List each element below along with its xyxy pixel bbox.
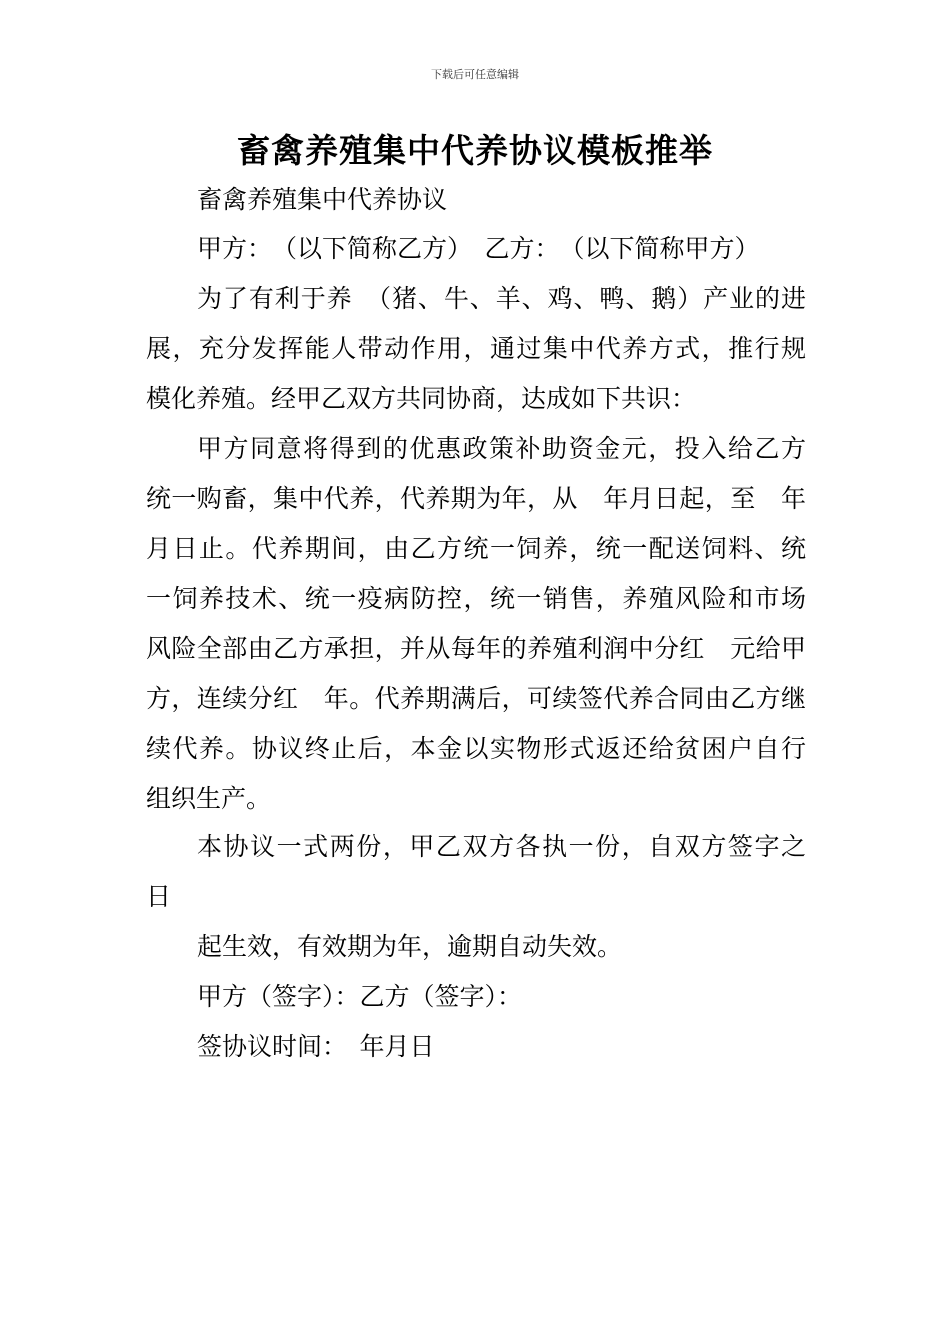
body-line: 月日止。代养期间，由乙方统一饲养，统一配送饲料、统 <box>146 534 806 563</box>
agreement-subtitle: 畜禽养殖集中代养协议 <box>197 185 448 214</box>
body-line: 本协议一式两份，甲乙双方各执一份，自双方签字之 <box>197 832 806 861</box>
body-line: 统一购畜，集中代养，代养期为年，从 年月日起，至 年 <box>146 484 806 513</box>
body-line: 续代养。协议终止后，本金以实物形式返还给贫困户自行 <box>146 734 806 763</box>
body-line: 方，连续分红 年。代养期满后，可续签代养合同由乙方继 <box>146 684 806 713</box>
body-line: 日 <box>146 882 172 911</box>
signature-line: 甲方（签字）：乙方（签字）： <box>197 982 523 1011</box>
document-title: 畜禽养殖集中代养协议模板推举 <box>237 131 713 170</box>
body-line: 模化养殖。经甲乙双方共同协商，达成如下共识： <box>146 384 697 413</box>
body-line: 一饲养技术、统一疫病防控，统一销售，养殖风险和市场 <box>146 584 806 613</box>
body-line: 甲方同意将得到的优惠政策补助资金元，投入给乙方 <box>197 434 806 463</box>
body-line: 为了有利于养 （猪、牛、羊、鸡、鸭、鹅）产业的进 <box>197 284 806 313</box>
page-header-note: 下载后可任意编辑 <box>431 68 519 81</box>
body-line: 展，充分发挥能人带动作用，通过集中代养方式，推行规 <box>146 334 806 363</box>
signing-date-line: 签协议时间： 年月日 <box>197 1032 435 1061</box>
body-line: 起生效，有效期为年，逾期自动失效。 <box>197 932 623 961</box>
body-line: 风险全部由乙方承担，并从每年的养殖利润中分红 元给甲 <box>146 634 806 663</box>
parties-line: 甲方： （以下简称乙方） 乙方： （以下简称甲方） <box>197 234 760 263</box>
body-line: 组织生产。 <box>146 784 272 813</box>
